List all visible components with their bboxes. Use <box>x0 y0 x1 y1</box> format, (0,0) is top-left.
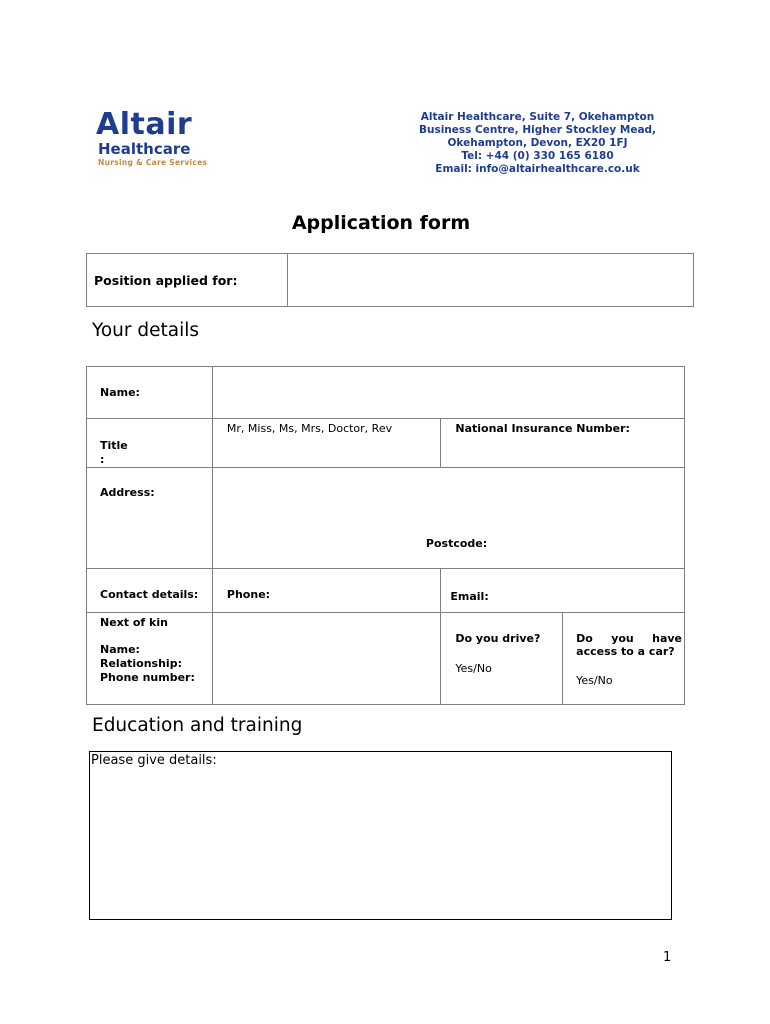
drive-cell[interactable] <box>441 613 563 705</box>
car-access-answer: Yes/No <box>576 674 613 687</box>
kin-phone-label: Phone number: <box>100 671 195 684</box>
company-address <box>400 111 675 176</box>
email-label: Email: <box>450 590 489 603</box>
title-label-cell <box>87 419 213 468</box>
address-label-cell <box>87 468 213 569</box>
phone-label: Phone: <box>226 588 271 601</box>
next-of-kin-field[interactable] <box>212 613 440 705</box>
logo-wordmark: Altair <box>96 107 193 142</box>
drive-answer: Yes/No <box>455 662 492 675</box>
phone-field[interactable] <box>212 569 440 613</box>
address-line: Altair Healthcare, Suite 7, Okehampton <box>420 111 655 123</box>
company-logo <box>96 108 226 170</box>
title-label: Title <box>100 439 128 452</box>
kin-name-label: Name: <box>100 643 140 656</box>
address-field[interactable] <box>212 468 684 569</box>
details-table <box>86 366 685 705</box>
address-phone: Tel: +44 (0) 330 165 6180 <box>461 150 614 162</box>
address-line: Okehampton, Devon, EX20 1FJ <box>447 137 628 149</box>
next-of-kin-cell <box>87 613 213 705</box>
ni-number-field[interactable] <box>441 419 685 468</box>
logo-subtitle: Healthcare <box>98 140 191 158</box>
logo-tagline: Nursing & Care Services <box>98 158 208 167</box>
position-table <box>86 253 694 307</box>
title-label-colon: : <box>100 453 105 466</box>
postcode-label: Postcode: <box>425 537 488 550</box>
email-field[interactable] <box>441 569 685 613</box>
drive-question: Do you drive? <box>455 632 541 645</box>
education-details-box[interactable] <box>89 751 672 920</box>
car-access-question: Do you have access to a car? <box>576 632 682 658</box>
education-box-label: Please give details: <box>91 753 217 768</box>
contact-label-cell <box>87 569 213 613</box>
name-label-cell <box>87 367 213 419</box>
car-access-cell[interactable] <box>563 613 685 705</box>
name-label: Name: <box>100 386 140 399</box>
position-field[interactable] <box>288 254 694 307</box>
position-label: Position applied for: <box>87 254 288 307</box>
name-field[interactable] <box>212 367 684 419</box>
title-options: Mr, Miss, Ms, Mrs, Doctor, Rev <box>226 422 393 435</box>
contact-details-label: Contact details: <box>100 588 199 601</box>
your-details-heading: Your details <box>92 320 200 341</box>
next-of-kin-heading: Next of kin <box>100 616 168 629</box>
form-title: Application form <box>291 212 471 234</box>
page-number: 1 <box>663 950 672 965</box>
address-line: Business Centre, Higher Stockley Mead, <box>418 124 657 136</box>
address-label: Address: <box>100 486 155 499</box>
ni-number-label: National Insurance Number: <box>455 422 630 435</box>
address-email: Email: info@altairhealthcare.co.uk <box>435 163 640 175</box>
title-field[interactable] <box>212 419 440 468</box>
education-heading: Education and training <box>92 715 303 736</box>
kin-relationship-label: Relationship: <box>100 657 182 670</box>
